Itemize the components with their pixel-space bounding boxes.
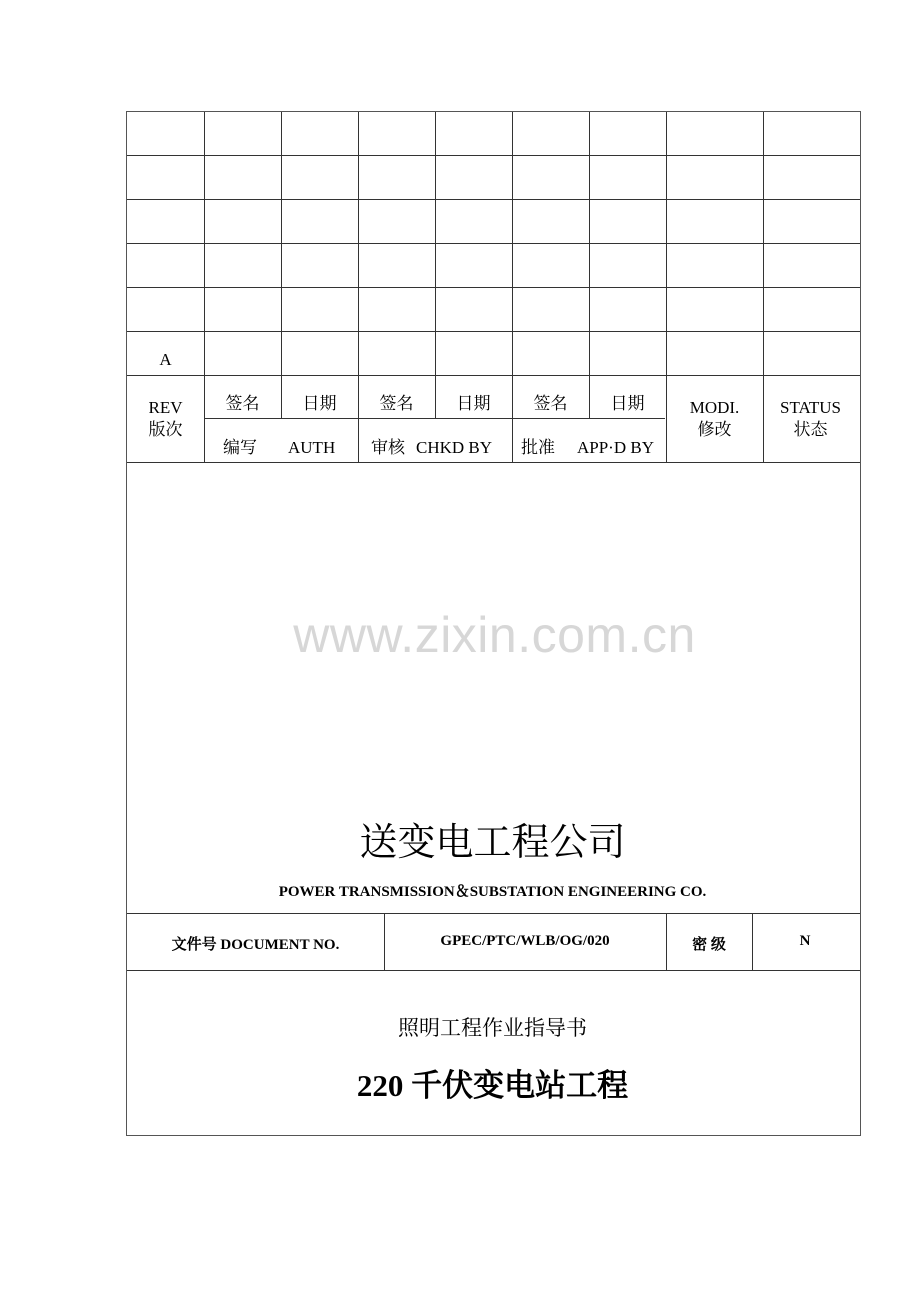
company-name-en: POWER TRANSMISSION＆SUBSTATION ENGINEERING CO. — [278, 884, 707, 900]
date-label-author: 日期 — [302, 394, 337, 413]
status-label-cn: 状态 — [793, 420, 828, 439]
sign-label-approver: 签名 — [533, 394, 568, 413]
secrecy-label: 密 级 — [692, 937, 726, 953]
doc-no-label: 文件号 DOCUMENT NO. — [171, 937, 340, 953]
row-divider — [127, 375, 860, 376]
status-label-en: STATUS — [780, 398, 841, 417]
project-title: 220 千伏变电站工程 — [356, 1068, 629, 1103]
modi-label-en: MODI. — [689, 398, 740, 417]
row-divider — [127, 331, 860, 332]
date-label-checker: 日期 — [456, 394, 491, 413]
sign-label-author: 签名 — [225, 394, 260, 413]
row-divider — [127, 199, 860, 200]
checked-label-en: CHKD BY — [416, 438, 493, 457]
rev-label-en: REV — [148, 398, 183, 417]
modi-label-cn: 修改 — [697, 420, 732, 439]
col-divider — [435, 112, 436, 418]
author-label-cn: 编写 — [223, 438, 257, 457]
col-divider — [589, 112, 590, 418]
rev-label-cn: 版次 — [148, 420, 183, 439]
table-bottom-divider — [127, 462, 860, 463]
company-name-cn: 送变电工程公司 — [359, 820, 626, 864]
section-divider — [127, 913, 860, 914]
approved-label-cn: 批准 — [521, 438, 555, 457]
row-divider — [127, 155, 860, 156]
author-label-en: AUTH — [288, 438, 336, 457]
watermark-text: www.zixin.com.cn — [293, 607, 696, 663]
rev-a-cell: A — [159, 350, 172, 369]
sign-label-checker: 签名 — [379, 394, 414, 413]
col-divider — [281, 112, 282, 418]
doc-no-value: GPEC/PTC/WLB/OG/020 — [440, 933, 610, 949]
secrecy-value: N — [799, 933, 811, 949]
section-divider — [127, 970, 860, 971]
cover-frame — [126, 111, 861, 1136]
document-title: 照明工程作业指导书 — [398, 1016, 587, 1040]
row-divider — [127, 243, 860, 244]
row-divider — [127, 287, 860, 288]
checked-label-cn: 审核 — [371, 438, 405, 457]
date-label-approver: 日期 — [610, 394, 645, 413]
header-divider — [204, 418, 665, 419]
approved-label-en: APP·D BY — [577, 438, 654, 457]
